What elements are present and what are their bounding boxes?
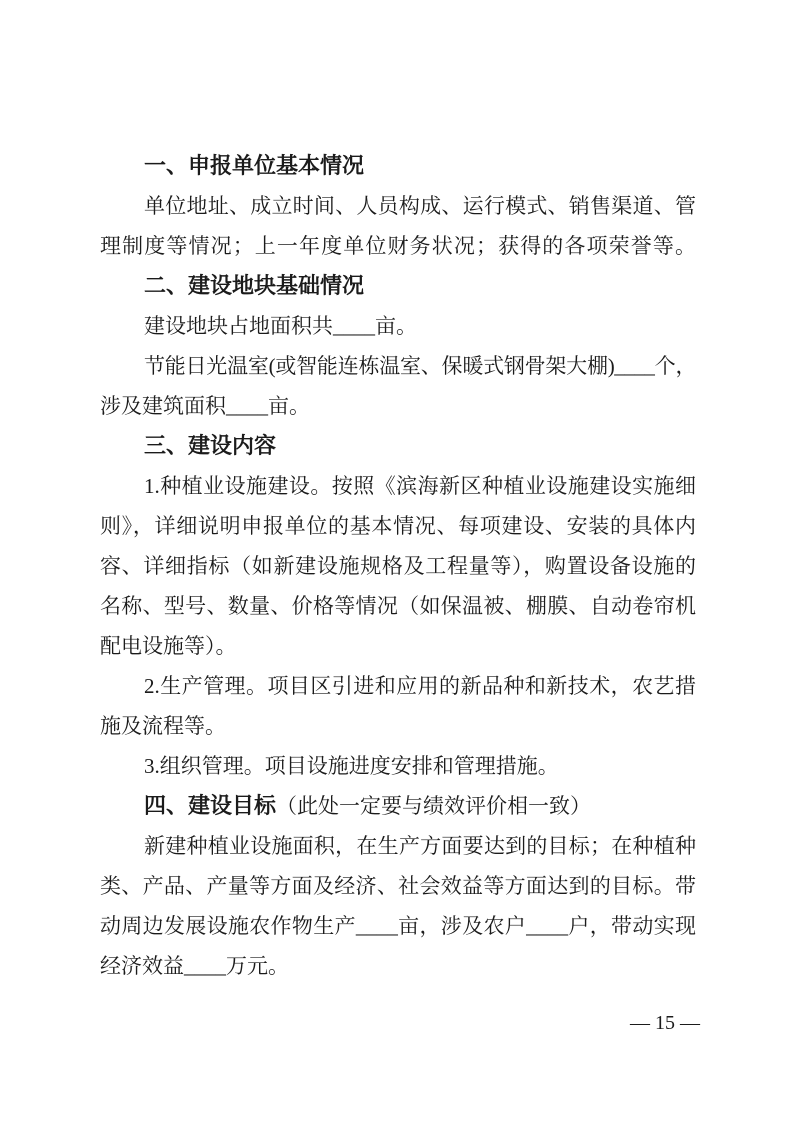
list-item-1-line: 1.种植业设施建设。按照《滨海新区种植业设施建设实施细 — [144, 474, 696, 498]
list-item-3-line: 3.组织管理。项目设施进度安排和管理措施。 — [144, 754, 559, 778]
list-item-2-line: 2.生产管理。项目区引进和应用的新品种和新技术，农艺措 — [144, 674, 696, 698]
paragraph-line: 理制度等情况；上一年度单位财务状况；获得的各项荣誉等。 — [100, 234, 696, 258]
paragraph-line: 则》，详细说明申报单位的基本情况、每项建设、安装的具体内 — [100, 514, 696, 538]
paragraph-line-with-blank: 经济效益____万元。 — [100, 954, 289, 978]
paragraph-line: 类、产品、产量等方面及经济、社会效益等方面达到的目标。带 — [100, 874, 696, 898]
section-heading-2: 二、建设地块基础情况 — [144, 273, 365, 298]
paragraph-line-with-blank: 建设地块占地面积共____亩。 — [144, 314, 417, 338]
paragraph-line: 配电设施等）。 — [100, 634, 237, 658]
section-heading-3: 三、建设内容 — [144, 433, 277, 458]
paragraph-line-with-blank: 节能日光温室(或智能连栋温室、保暖式钢骨架大棚)____个， — [144, 354, 696, 378]
page-number: — 15 — — [630, 1012, 700, 1034]
document-body — [100, 146, 696, 986]
paragraph-line: 施及流程等。 — [100, 714, 226, 738]
section-heading-4-note: （此处一定要与绩效评价相一致） — [276, 794, 592, 818]
section-heading-4 — [100, 786, 696, 826]
paragraph-line: 新建种植业设施面积，在生产方面要达到的目标；在种植种 — [144, 834, 696, 858]
paragraph-line: 单位地址、成立时间、人员构成、运行模式、销售渠道、管 — [144, 194, 696, 218]
paragraph-line-with-blank: 动周边发展设施农作物生产____亩，涉及农户____户，带动实现 — [100, 914, 696, 938]
section-heading-1: 一、申报单位基本情况 — [144, 153, 365, 178]
paragraph-line: 容、详细指标（如新建设施规格及工程量等），购置设备设施的 — [100, 554, 696, 578]
section-heading-4-bold: 四、建设目标 — [144, 793, 277, 818]
paragraph-line: 名称、型号、数量、价格等情况（如保温被、棚膜、自动卷帘机 — [100, 594, 696, 618]
paragraph-line-with-blank: 涉及建筑面积____亩。 — [100, 394, 310, 418]
